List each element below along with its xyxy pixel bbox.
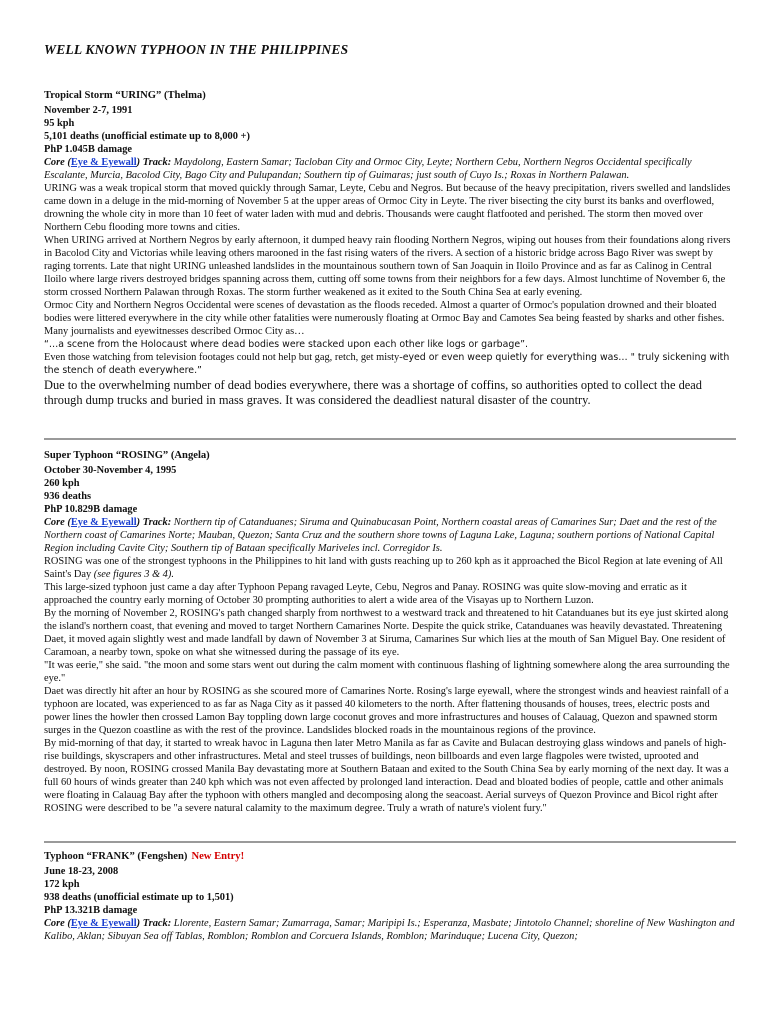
paragraph <box>44 351 736 377</box>
section-title <box>44 850 736 863</box>
quote2-lead: Even those watching from television footages could not help but gag, retch, get misty- <box>44 352 403 363</box>
storm-dates: June 18-23, 2008 <box>44 866 119 877</box>
storm-speed: 95 kph <box>44 118 75 129</box>
core-suffix: ) <box>136 157 143 168</box>
storm-deaths: 936 deaths <box>44 491 92 502</box>
document-title: WELL KNOWN TYPHOON IN THE PHILIPPINES <box>44 42 349 57</box>
storm-track <box>44 156 736 182</box>
track-label: Track: <box>142 517 172 528</box>
track-text: Llorente, Eastern Samar; Zumarraga, Samar; Maripipi Is.; Esperanza, Masbate; Jintotolo Channel; shoreline of New Washington and Kalibo, Aklan; Sibuyan Sea off Tablas, Romblon; Romblon and Corcuera Islands, Romblon; Marinduque; Lucena City, Quezon; <box>44 918 735 942</box>
paragraph: Daet was directly hit after an hour by ROSING as she scoured more of Camarines Norte. Rosing's large eyewall, where the strongest winds and heaviest rainfall of a typhoon are located, was experienced to as far as Naga City as it passed 40 kilometers to the north. After flattening thousands of houses, trees, electric posts and power lines the howler then crossed Lamon Bay toppling down large coconut groves and more infrastructures and houses of Calauag, Quezon and spawned storm surges in the Quezon coastline as with the rest of the province. Landslides blocked roads in the mountainous regions of the province. <box>44 686 729 736</box>
storm-deaths: 5,101 deaths (unofficial estimate up to 8,000 +) <box>44 131 250 142</box>
core-prefix: Core ( <box>44 517 71 528</box>
storm-speed: 172 kph <box>44 879 80 890</box>
section-title: Tropical Storm “URING” (Thelma) <box>44 90 206 101</box>
core-prefix: Core ( <box>44 157 71 168</box>
storm-dates: October 30-November 4, 1995 <box>44 465 177 476</box>
eye-eyewall-link[interactable]: Eye & Eyewall <box>70 517 137 528</box>
section-title-text: Typhoon “FRANK” (Fengshen) <box>44 851 188 862</box>
core-suffix: ) <box>136 918 143 929</box>
section-frank <box>44 850 736 943</box>
holocaust-quote: “…a scene from the Holocaust where dead bodies were stacked upon each other like logs or garbage”. <box>44 339 528 350</box>
track-text: Maydolong, Eastern Samar; Tacloban City and Ormoc City, Leyte; Northern Cebu, Northern Negros Occidental specifically Escalante, Murcia, Bacolod City, Bago City and Pulupandan; Southern tip of Guimaras; just south of Cuyo Is.; Roxas in Northern Palawan. <box>44 157 692 181</box>
p1-lead: ROSING was one of the strongest typhoons in the Philippines to hit land with gusts reaching up to 260 kph as it approached the Bicol Region at late evening of All Saint's Day <box>44 556 723 580</box>
paragraph <box>44 555 736 581</box>
track-label: Track: <box>142 918 172 929</box>
new-entry-badge: New Entry! <box>191 851 245 862</box>
section-title: Super Typhoon “ROSING” (Angela) <box>44 450 210 461</box>
paragraph: By the morning of November 2, ROSING's path changed sharply from northwest to a westward track and threatened to hit Catanduanes but its eye just skirted along the island's northern coast, that evening and moved to target Northern Camarines Norte. Despite the quick strike, Catanduanes was heavily devastated. Threatening Daet, it moved again slightly west and made landfall by dawn of November 3 at Siruma, Camarines Sur which lies at the mouth of San Miguel Bay. One resident of Caramoan, a nearby town, spoke on what she witnessed during the passage of its eye. <box>44 608 729 658</box>
section-uring <box>44 89 736 408</box>
paragraph: When URING arrived at Northern Negros by early afternoon, it dumped heavy rain flooding Northern Negros, wiping out houses from their foundations along rivers in Bacolod City and Victorias while leaving others marooned in the fast rising waters of the rivers. A section of a historic bridge across Bago River was swept by raging torrents. Late that night URING unleashed landslides in the mountainous southern town of San Joaquin in Iloilo Province and as far as Calinog in Central Iloilo where large rivers destroyed bridges spanning across them, cutting off some towns from their neighbors for a few days. Almost lunchtime of November 6, the storm crossed Northern Palawan through Roxas. The storm further weakened as it exited to the South China Sea at early evening. <box>44 235 731 298</box>
track-label: Track: <box>142 157 172 168</box>
eye-eyewall-link[interactable]: Eye & Eyewall <box>70 157 137 168</box>
paragraph: URING was a weak tropical storm that moved quickly through Samar, Leyte, Cebu and Negros. But because of the heavy precipitation, rivers swelled and landslides came down in a deluge in the mid-morning of November 5 at the upper areas of Ormoc City in Leyte. The river bisecting the city burst its banks and overflowed, drowning the whole city in more than 10 feet of water laden with mud and debris. Thousands were caught flatfooted and perished. The storm then moved over Northern Cebu flooding more towns and cities. <box>44 183 731 233</box>
core-suffix: ) <box>136 517 143 528</box>
storm-dates: November 2-7, 1991 <box>44 105 133 116</box>
eye-eyewall-link[interactable]: Eye & Eyewall <box>70 918 137 929</box>
section-divider <box>44 841 736 843</box>
section-divider <box>44 438 736 440</box>
storm-damage: PhP 10.829B damage <box>44 504 138 515</box>
track-text: Northern tip of Catanduanes; Siruma and Quinabucasan Point, Northern coastal areas of Camarines Sur; Daet and the rest of the Northern coast of Camarines Norte; Mauban, Quezon; Santa Cruz and the southern shore towns of Laguna Lake, Laguna; southern portions of National Capital Region including Cavite City; Southern tip of Bataan specifically Mariveles incl. Corregidor Is. <box>44 517 717 554</box>
storm-track <box>44 917 736 943</box>
core-prefix: Core ( <box>44 918 71 929</box>
closing-paragraph: Due to the overwhelming number of dead bodies everywhere, there was a shortage of coffins, so authorities opted to collect the dead through dump trucks and buried in mass graves. It was considered the deadliest natural disaster of the country. <box>44 378 702 407</box>
storm-damage: PhP 1.045B damage <box>44 144 133 155</box>
section-rosing <box>44 449 736 815</box>
paragraph: Ormoc City and Northern Negros Occidental were scenes of devastation as the floods receded. Almost a quarter of Ormoc's population drowned and their bloated bodies were littered everywhere in the city while other fatalities were numerously floating at Ormoc Bay and Camotes Sea being feasted by sharks and other fishes. Many journalists and eyewitnesses described Ormoc City as… <box>44 300 725 337</box>
quote2-tail: eyed or even weep quietly for everything was… " truly sickening with the stench of death everywhere.” <box>44 352 730 376</box>
storm-speed: 260 kph <box>44 478 80 489</box>
paragraph: "It was eerie," she said. "the moon and some stars went out during the calm moment with continuous flashing of lightning somewhere along the area surrounding the eye." <box>44 660 730 684</box>
paragraph: This large-sized typhoon just came a day after Typhoon Pepang ravaged Leyte, Cebu, Negros and Panay. ROSING was quite slow-moving and erratic as it approached the country early morning of October 30 prompting authorities to alert a wide area of the Visayas up to Northern Luzon. <box>44 582 687 606</box>
figure-reference: (see figures 3 & 4). <box>93 569 174 580</box>
storm-track <box>44 516 736 555</box>
storm-deaths: 938 deaths (unofficial estimate up to 1,501) <box>44 892 234 903</box>
paragraph: By mid-morning of that day, it started to wreak havoc in Laguna then later Metro Manila as far as Cavite and Bulacan destroying glass windows and panels of high-rise buildings, skyscrapers and other infrastructures. Metal and steel trusses of buildings, neon billboards and even large flagpoles were twisted, uprooted and destroyed. By noon, ROSING crossed Manila Bay devastating more at Southern Bataan and exited to the South China Sea by early morning of the next day. It was a full 60 hours of winds greater than 240 kph which was not even affected by prolonged land interaction. Dead and bloated bodies of people, cattle and other animals were floating in Calauag Bay after the typhoon with others mangled and decomposing along the seacoast. Aerial surveys of Quezon Province and Bicol right after ROSING were described to be "a severe natural calamity to the maximum degree. Truly a wrath of nature's violent fury." <box>44 738 729 814</box>
storm-damage: PhP 13.321B damage <box>44 905 138 916</box>
